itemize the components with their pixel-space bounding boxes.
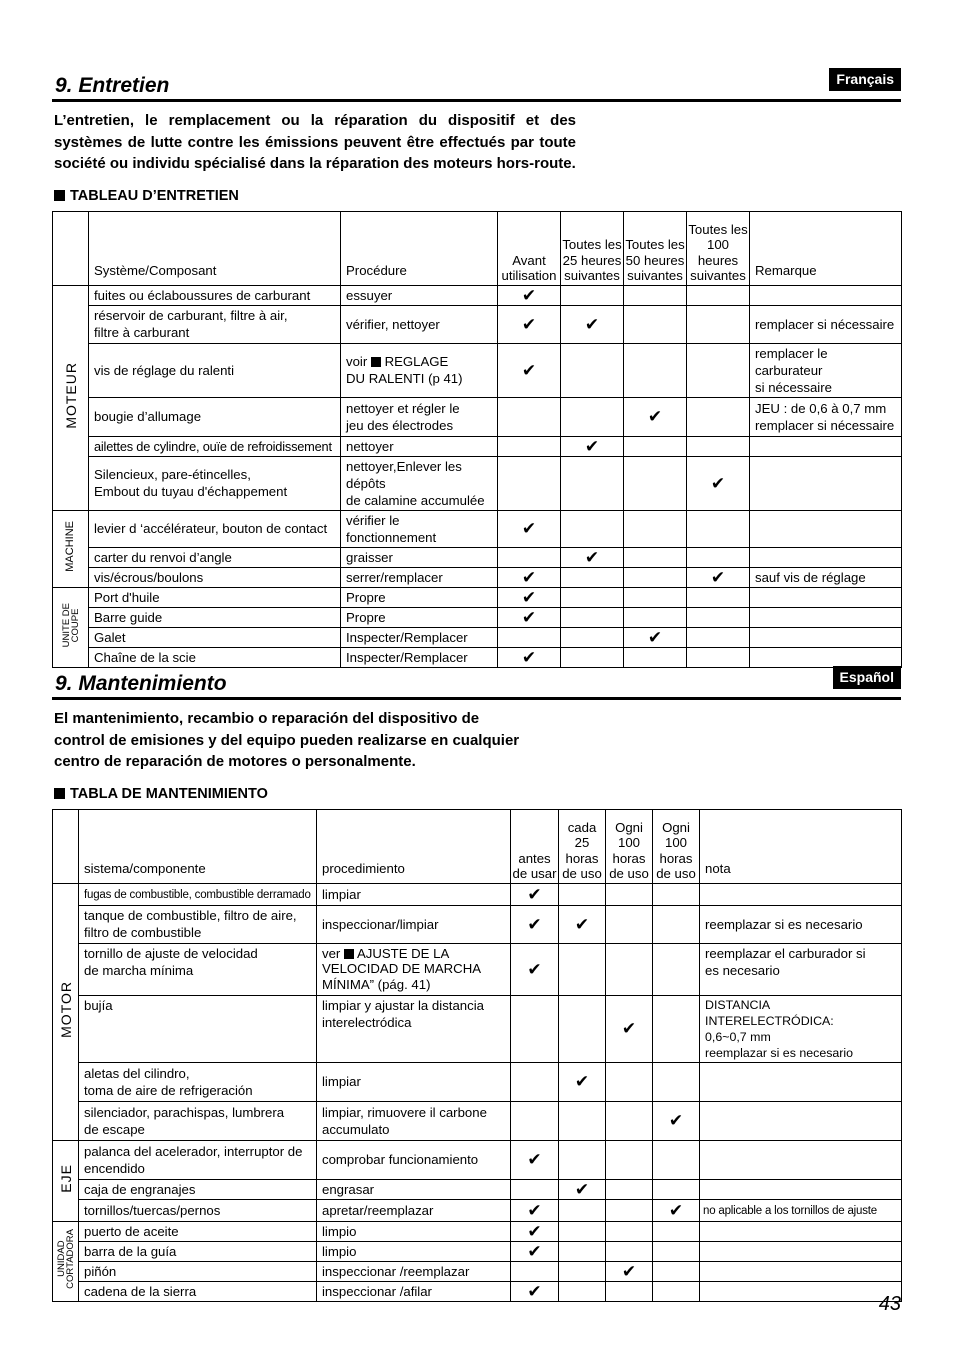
cell-freq: [561, 285, 624, 305]
cell-procedure: comprobar funcionamiento: [317, 1140, 511, 1179]
table-row: [53, 943, 902, 995]
cell-component: palanca del acelerador, interruptor de encendido: [79, 1140, 317, 1179]
cell-freq: [606, 905, 653, 943]
cell-remark: [750, 547, 902, 567]
table-row: [53, 397, 902, 436]
cell-freq: [653, 905, 700, 943]
table-row: [53, 607, 902, 627]
square-bullet-icon: [54, 788, 65, 799]
cell-freq: [511, 1261, 559, 1281]
cell-procedure: limpio: [317, 1241, 511, 1261]
col-procedure: Procédure: [341, 211, 498, 285]
cell-procedure: Propre: [341, 587, 498, 607]
cell-freq: [624, 587, 687, 607]
section-title: 9. Entretien: [55, 74, 170, 97]
group-unite-de-coupe: UNITE DE COUPE: [53, 587, 89, 667]
group-header: [53, 809, 79, 883]
cell-freq: [653, 995, 700, 1062]
cell-component: Galet: [89, 627, 341, 647]
cell-freq: [653, 943, 700, 995]
table-header-row: [53, 211, 902, 285]
table-row: [53, 1241, 902, 1261]
check-icon: ✔: [498, 647, 561, 667]
language-badge: Español: [833, 666, 901, 689]
group-moteur: MOTEUR: [53, 285, 89, 510]
check-icon: ✔: [606, 1261, 653, 1281]
cell-freq: [624, 305, 687, 343]
intro-paragraph: El mantenimiento, recambio o reparación del dispositivo de control de emisiones y del equipo pueden realizarse en cualquier centro de reparación de motores o personalmente.: [54, 710, 520, 770]
cell-component: puerto de aceite: [79, 1221, 317, 1241]
check-icon: ✔: [498, 607, 561, 627]
check-icon: ✔: [498, 285, 561, 305]
cell-freq: [687, 436, 750, 456]
cell-component: Barre guide: [89, 607, 341, 627]
cell-component: bujía: [79, 995, 317, 1062]
table-row: [53, 547, 902, 567]
cell-freq: [498, 397, 561, 436]
table-row: [53, 1179, 902, 1199]
table-title: [54, 187, 901, 205]
cell-remark: remplacer le carburateur si nécessaire: [750, 343, 902, 397]
cell-freq: [606, 1062, 653, 1101]
cell-procedure: Inspecter/Remplacer: [341, 627, 498, 647]
table-row: [53, 1261, 902, 1281]
cell-freq: [653, 1221, 700, 1241]
table-row: [53, 1281, 902, 1301]
cell-component: carter du renvoi d’angle: [89, 547, 341, 567]
table-row: [53, 305, 902, 343]
check-icon: ✔: [511, 1221, 559, 1241]
cell-procedure: voir REGLAGE DU RALENTI (p 41): [341, 343, 498, 397]
cell-component: bougie d’allumage: [89, 397, 341, 436]
cell-freq: [687, 397, 750, 436]
cell-remark: [700, 1261, 902, 1281]
cell-freq: [606, 1221, 653, 1241]
group-unidad-cortadora: UNIDAD CORTADORA: [53, 1221, 79, 1301]
cell-component: levier d ‘accélérateur, bouton de contact: [89, 510, 341, 547]
check-icon: ✔: [511, 1241, 559, 1261]
cell-freq: [606, 1199, 653, 1221]
cell-freq: [559, 1241, 606, 1261]
cell-component: barra de la guía: [79, 1241, 317, 1261]
cell-freq: [498, 547, 561, 567]
cell-procedure: Inspecter/Remplacer: [341, 647, 498, 667]
cell-freq: [511, 1062, 559, 1101]
table-title-text: TABLA DE MANTENIMIENTO: [70, 785, 268, 802]
cell-procedure: limpiar, rimuovere il carbone accumulato: [317, 1101, 511, 1140]
table-row: [53, 456, 902, 510]
cell-freq: [606, 883, 653, 905]
cell-freq: [559, 995, 606, 1062]
cell-component: Port d'huile: [89, 587, 341, 607]
cell-remark: [700, 1101, 902, 1140]
check-icon: ✔: [606, 995, 653, 1062]
col-freq-2: Toutes les 25 heures suivantes: [561, 211, 624, 285]
check-icon: ✔: [687, 456, 750, 510]
cell-procedure: ver AJUSTE DE LA VELOCIDAD DE MARCHA MÍNIMA” (pág. 41): [317, 943, 511, 995]
cell-freq: [687, 510, 750, 547]
cell-freq: [559, 1140, 606, 1179]
cell-freq: [559, 943, 606, 995]
cell-procedure: nettoyer et régler le jeu des électrodes: [341, 397, 498, 436]
group-machine: MACHINE: [53, 510, 89, 587]
cell-remark: reemplazar el carburador si es necesario: [700, 943, 902, 995]
cell-component: vis/écrous/boulons: [89, 567, 341, 587]
cell-freq: [559, 1199, 606, 1221]
check-icon: ✔: [511, 883, 559, 905]
cell-freq: [498, 456, 561, 510]
cell-remark: [700, 1221, 902, 1241]
cell-freq: [606, 1241, 653, 1261]
table-row: [53, 1101, 902, 1140]
check-icon: ✔: [653, 1199, 700, 1221]
cell-freq: [559, 1221, 606, 1241]
cell-component: Chaîne de la scie: [89, 647, 341, 667]
check-icon: ✔: [559, 1179, 606, 1199]
cell-freq: [653, 883, 700, 905]
col-remark: Remarque: [750, 211, 902, 285]
col-freq-4: Ogni 100 horas de uso: [653, 809, 700, 883]
cell-freq: [559, 883, 606, 905]
cell-procedure: vérifier, nettoyer: [341, 305, 498, 343]
cell-procedure: inspeccionar /afilar: [317, 1281, 511, 1301]
col-freq-2: cada 25 horas de uso: [559, 809, 606, 883]
cell-remark: reemplazar si es necesario: [700, 905, 902, 943]
table-row: [53, 627, 902, 647]
cell-freq: [653, 1261, 700, 1281]
cell-component: tornillo de ajuste de velocidad de marcha mínima: [79, 943, 317, 995]
cell-procedure: inspeccionar /reemplazar: [317, 1261, 511, 1281]
maintenance-table-es: [52, 809, 902, 1302]
check-icon: ✔: [511, 1140, 559, 1179]
check-icon: ✔: [624, 627, 687, 647]
table-row: [53, 436, 902, 456]
col-freq-3: Ogni 100 horas de uso: [606, 809, 653, 883]
check-icon: ✔: [511, 905, 559, 943]
cell-freq: [511, 1101, 559, 1140]
cell-procedure: limpiar y ajustar la distancia interelectródica: [317, 995, 511, 1062]
check-icon: ✔: [561, 436, 624, 456]
check-icon: ✔: [498, 343, 561, 397]
cell-freq: [498, 436, 561, 456]
cell-procedure: essuyer: [341, 285, 498, 305]
section-mantenimiento: [52, 664, 901, 1302]
table-header-row: [53, 809, 902, 883]
cell-procedure: inspeccionar/limpiar: [317, 905, 511, 943]
cell-freq: [653, 1179, 700, 1199]
group-eje: EJE: [53, 1140, 79, 1221]
check-icon: ✔: [498, 587, 561, 607]
table-title-text: TABLEAU D’ENTRETIEN: [70, 187, 239, 204]
cell-procedure: graisser: [341, 547, 498, 567]
table-row: [53, 1140, 902, 1179]
cell-remark: [700, 883, 902, 905]
cell-freq: [624, 607, 687, 627]
cell-remark: [700, 1241, 902, 1261]
cell-freq: [624, 547, 687, 567]
cell-remark: [750, 436, 902, 456]
cell-freq: [606, 1179, 653, 1199]
check-icon: ✔: [511, 1281, 559, 1301]
cell-component: fugas de combustible, combustible derramado: [79, 883, 317, 905]
table-row: [53, 343, 902, 397]
table-row: [53, 883, 902, 905]
cell-freq: [624, 285, 687, 305]
cell-component: piñón: [79, 1261, 317, 1281]
cell-freq: [606, 943, 653, 995]
cell-remark: no aplicable a los tornillos de ajuste: [700, 1199, 902, 1221]
cell-component: Silencieux, pare-étincelles, Embout du tuyau d'échappement: [89, 456, 341, 510]
cell-freq: [561, 397, 624, 436]
square-bullet-icon: [371, 357, 381, 367]
cell-remark: [750, 627, 902, 647]
cell-freq: [561, 607, 624, 627]
intro-paragraph: L’entretien, le remplacement ou la réparation du dispositif et des systèmes de lutte contre les émissions peuvent être effectués par toute société ou individu spécialisé dans la réparation des moteurs hors-route.: [54, 112, 576, 172]
cell-remark: [700, 1140, 902, 1179]
table-row: [53, 995, 902, 1062]
table-row: [53, 1221, 902, 1241]
language-badge: Français: [829, 68, 901, 91]
cell-freq: [624, 436, 687, 456]
cell-freq: [561, 510, 624, 547]
table-row: [53, 510, 902, 547]
col-freq-3: Toutes les 50 heures suivantes: [624, 211, 687, 285]
cell-freq: [498, 627, 561, 647]
cell-remark: [750, 456, 902, 510]
col-component: Système/Composant: [89, 211, 341, 285]
col-component: sistema/componente: [79, 809, 317, 883]
cell-procedure: vérifier le fonctionnement: [341, 510, 498, 547]
cell-procedure: limpiar: [317, 1062, 511, 1101]
check-icon: ✔: [559, 1062, 606, 1101]
check-icon: ✔: [687, 567, 750, 587]
check-icon: ✔: [561, 305, 624, 343]
check-icon: ✔: [498, 305, 561, 343]
cell-freq: [561, 627, 624, 647]
cell-freq: [653, 1281, 700, 1301]
section-title: 9. Mantenimiento: [55, 672, 227, 695]
cell-component: vis de réglage du ralenti: [89, 343, 341, 397]
cell-procedure: nettoyer: [341, 436, 498, 456]
section-header: [52, 664, 901, 700]
cell-freq: [561, 343, 624, 397]
cell-remark: [750, 510, 902, 547]
table-row: [53, 285, 902, 305]
square-bullet-icon: [54, 190, 65, 201]
cell-freq: [559, 1281, 606, 1301]
cell-procedure: serrer/remplacer: [341, 567, 498, 587]
check-icon: ✔: [498, 567, 561, 587]
cell-freq: [606, 1101, 653, 1140]
cell-component: silenciador, parachispas, lumbrera de escape: [79, 1101, 317, 1140]
check-icon: ✔: [511, 943, 559, 995]
cell-freq: [624, 567, 687, 587]
cell-remark: [700, 1281, 902, 1301]
cell-remark: JEU : de 0,6 à 0,7 mm remplacer si nécessaire: [750, 397, 902, 436]
cell-remark: DISTANCIA INTERELECTRÓDICA: 0,6~0,7 mm reemplazar si es necesario: [700, 995, 902, 1062]
col-remark: nota: [700, 809, 902, 883]
cell-freq: [687, 343, 750, 397]
col-freq-4: Toutes les 100 heures suivantes: [687, 211, 750, 285]
cell-freq: [653, 1241, 700, 1261]
cell-procedure: engrasar: [317, 1179, 511, 1199]
check-icon: ✔: [559, 905, 606, 943]
maintenance-table-fr: [52, 211, 902, 668]
cell-freq: [561, 456, 624, 510]
square-bullet-icon: [344, 949, 354, 959]
cell-remark: [750, 285, 902, 305]
table-title: [54, 785, 901, 803]
section-entretien: [52, 66, 901, 668]
col-freq-1: Avant utilisation: [498, 211, 561, 285]
cell-freq: [687, 627, 750, 647]
cell-procedure: limpiar: [317, 883, 511, 905]
cell-freq: [687, 547, 750, 567]
cell-freq: [624, 343, 687, 397]
cell-component: fuites ou éclaboussures de carburant: [89, 285, 341, 305]
table-row: [53, 1199, 902, 1221]
cell-freq: [653, 1140, 700, 1179]
cell-remark: sauf vis de réglage: [750, 567, 902, 587]
cell-remark: remplacer si nécessaire: [750, 305, 902, 343]
cell-freq: [687, 305, 750, 343]
cell-freq: [559, 1261, 606, 1281]
cell-component: aletas del cilindro, toma de aire de refrigeración: [79, 1062, 317, 1101]
cell-freq: [624, 510, 687, 547]
cell-procedure: nettoyer,Enlever les dépôts de calamine accumulée: [341, 456, 498, 510]
cell-freq: [653, 1062, 700, 1101]
group-motor: MOTOR: [53, 883, 79, 1140]
table-row: [53, 1062, 902, 1101]
table-row: [53, 905, 902, 943]
cell-freq: [687, 587, 750, 607]
cell-component: tornillos/tuercas/pernos: [79, 1199, 317, 1221]
col-procedure: procedimiento: [317, 809, 511, 883]
cell-component: réservoir de carburant, filtre à air, filtre à carburant: [89, 305, 341, 343]
cell-freq: [606, 1140, 653, 1179]
group-header: [53, 211, 89, 285]
cell-freq: [624, 456, 687, 510]
cell-procedure: apretar/reemplazar: [317, 1199, 511, 1221]
cell-freq: [687, 285, 750, 305]
section-header: [52, 66, 901, 102]
col-freq-1: antes de usar: [511, 809, 559, 883]
cell-freq: [606, 1281, 653, 1301]
table-row: [53, 567, 902, 587]
cell-remark: [700, 1179, 902, 1199]
cell-freq: [687, 607, 750, 627]
check-icon: ✔: [624, 397, 687, 436]
page-number: 43: [878, 1293, 901, 1315]
cell-freq: [511, 1179, 559, 1199]
cell-procedure: limpio: [317, 1221, 511, 1241]
check-icon: ✔: [511, 1199, 559, 1221]
cell-component: cadena de la sierra: [79, 1281, 317, 1301]
cell-remark: [700, 1062, 902, 1101]
cell-freq: [559, 1101, 606, 1140]
cell-procedure: Propre: [341, 607, 498, 627]
cell-freq: [561, 587, 624, 607]
table-row: [53, 587, 902, 607]
cell-component: ailettes de cylindre, ouïe de refroidissement: [89, 436, 341, 456]
cell-freq: [511, 995, 559, 1062]
check-icon: ✔: [498, 510, 561, 547]
cell-component: caja de engranajes: [79, 1179, 317, 1199]
cell-freq: [561, 567, 624, 587]
cell-remark: [750, 587, 902, 607]
check-icon: ✔: [653, 1101, 700, 1140]
cell-remark: [750, 607, 902, 627]
check-icon: ✔: [561, 547, 624, 567]
cell-component: tanque de combustible, filtro de aire, filtro de combustible: [79, 905, 317, 943]
